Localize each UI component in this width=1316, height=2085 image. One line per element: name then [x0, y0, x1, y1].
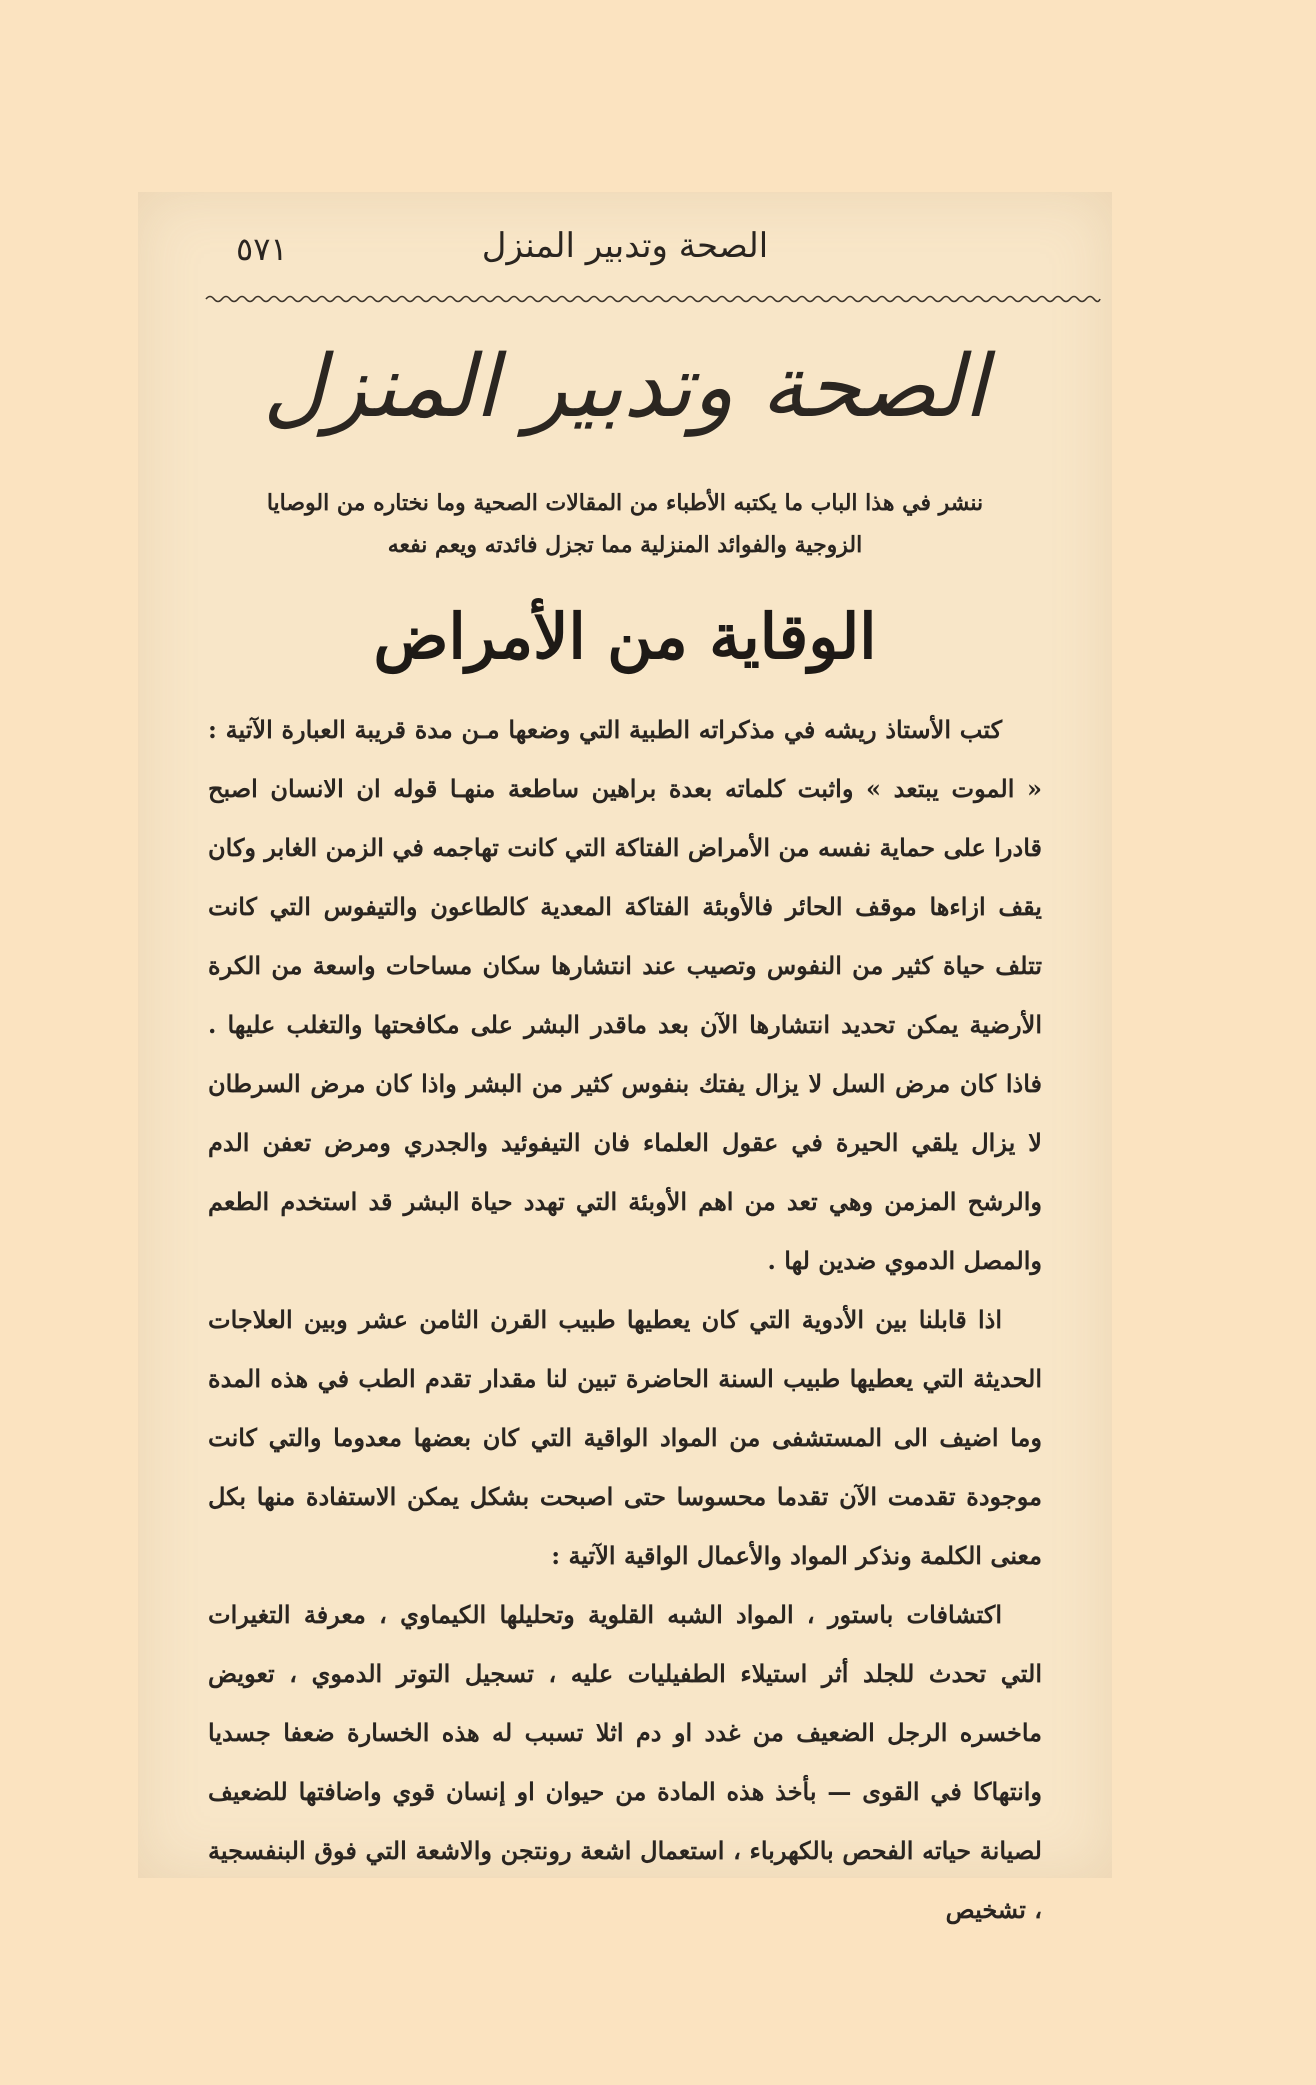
section-intro: ننشر في هذا الباب ما يكتبه الأطباء من المقالات الصحية وما نختاره من الوصايا الزوجية والفوائد المنزلية مما تجزل فائدته ويعم نفعه — [266, 490, 984, 558]
wavy-divider — [206, 292, 1100, 306]
section-title: الصحة وتدبير المنزل — [262, 337, 988, 437]
running-title: الصحة وتدبير المنزل — [481, 226, 769, 266]
article-title: الوقاية من الأمراض — [373, 600, 877, 673]
page-number: ٥٧١ — [236, 230, 288, 268]
paragraph: اكتشافات باستور ، المواد الشبه القلوية وتحليلها الكيماوي ، معرفة التغيرات التي تحدث للجلد أثر استيلاء الطفيليات عليه ، تسجيل التوتر الدموي ، تعويض ماخسره الرجل الضعيف من غدد او دم اثلا تسبب له هذه الخسارة ضعفا جسديا وانتهاكا في القوى — بأخذ هذه المادة من حيوان او إنسان قوي واضافتها للضعيف لصيانة حياته الفحص بالكهرباء ، استعمال اشعة رونتجن والاشعة التي فوق البنفسجية ، تشخيص — [208, 1600, 1042, 1924]
document-page — [138, 192, 1112, 1924]
article-body — [208, 700, 1042, 1939]
paragraph: اذا قابلنا بين الأدوية التي كان يعطيها طبيب القرن الثامن عشر وبين العلاجات الحديثة التي يعطيها طبيب السنة الحاضرة تبين لنا مقدار تقدم الطب في هذه المدة وما اضيف الى المستشفى من المواد الواقية التي كان بعضها معدوما والتي كانت موجودة تقدمت الآن تقدما محسوسا حتى اصبحت بشكل يمكن الاستفادة منها بكل معنى الكلمة ونذكر المواد والأعمال الواقية الآتية : — [208, 1305, 1042, 1570]
paragraph: كتب الأستاذ ريشه في مذكراته الطبية التي وضعها مـن مدة قريبة العبارة الآتية : « الموت يبتعد » واثبت كلماته بعدة براهين ساطعة منهـا قوله ان الانسان اصبح قادرا على حماية نفسه من الأمراض الفتاكة التي كانت تهاجمه في الزمن الغابر وكان يقف ازاءها موقف الحائر فالأوبئة الفتاكة المعدية كالطاعون والتيفوس التي كانت تتلف حياة كثير من النفوس وتصيب عند انتشارها سكان مساحات واسعة من الكرة الأرضية يمكن تحديد انتشارها الآن بعد ماقدر البشر على مكافحتها والتغلب عليها . فاذا كان مرض السل لا يزال يفتك بنفوس كثير من البشر واذا كان مرض السرطان لا يزال يلقي الحيرة في عقول العلماء فان التيفوئيد والجدري ومرض تعفن الدم والرشح المزمن وهي تعد من اهم الأوبئة التي تهدد حياة البشر قد استخدم الطعم والمصل الدموي ضدين لها . — [208, 715, 1042, 1275]
